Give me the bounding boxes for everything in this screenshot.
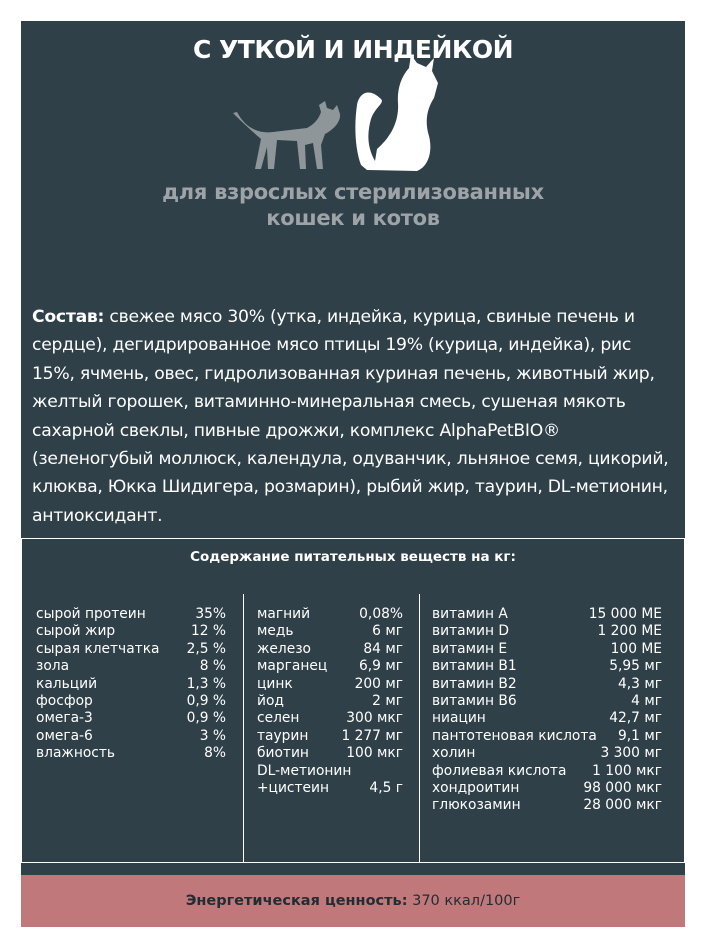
nutrient-name: таурин: [257, 727, 309, 744]
nutrient-row: [36, 693, 226, 710]
nutrient-value: 100 мкг: [346, 745, 403, 762]
nutrient-row: [36, 676, 226, 693]
nutrient-name: глюкозамин: [432, 797, 521, 814]
nutrient-value: 8%: [204, 745, 226, 762]
nutrient-value: 6 мг: [372, 623, 403, 640]
nutrient-row: [257, 763, 403, 780]
nutrient-row: [257, 710, 403, 727]
subtitle-line-2: кошек и котов: [266, 206, 440, 230]
nutrient-value: 28 000 мкг: [583, 797, 662, 814]
nutrient-row: [432, 728, 662, 745]
nutrient-name: витамин В6: [432, 692, 517, 709]
energy-bar: [21, 875, 685, 927]
nutrient-name: селен: [257, 710, 300, 727]
cats-illustration: [21, 21, 685, 181]
product-panel: [21, 21, 685, 927]
nutrient-name: омега-6: [36, 727, 93, 744]
nutrient-row: [36, 658, 226, 675]
nutrient-value: 0,9 %: [186, 692, 226, 709]
nutrient-row: [432, 606, 662, 623]
nutrient-value: 9,1 мг: [618, 727, 662, 744]
nutrients-column-1: [36, 606, 226, 763]
large-cat-icon: [355, 55, 438, 171]
nutrient-row: [36, 606, 226, 623]
nutrient-row: [257, 623, 403, 640]
nutrient-value: 4,3 мг: [618, 675, 662, 692]
nutrient-value: 1 200 МЕ: [597, 623, 662, 640]
nutrient-row: [36, 623, 226, 640]
nutrient-row: [36, 710, 226, 727]
nutrient-value: 100 МЕ: [610, 640, 662, 657]
nutrient-value: 98 000 мкг: [583, 779, 662, 796]
nutrient-name: DL-метионин: [257, 762, 352, 779]
nutrient-value: 4 мг: [631, 692, 662, 709]
nutrient-name: сырая клетчатка: [36, 640, 160, 657]
nutrient-name: кальций: [36, 675, 98, 692]
nutrient-value: 3 %: [199, 727, 226, 744]
nutrient-name: витамин Е: [432, 640, 508, 657]
nutrient-value: 12 %: [190, 623, 226, 640]
nutrient-row: [432, 710, 662, 727]
nutrient-name: влажность: [36, 745, 116, 762]
nutrient-value: 2,5 %: [186, 640, 226, 657]
column-divider: [243, 594, 244, 863]
nutrient-row: [432, 693, 662, 710]
column-divider: [419, 594, 420, 863]
nutrient-name: магний: [257, 606, 311, 622]
nutrient-row: [257, 728, 403, 745]
energy-value: 370 ккал/100г: [407, 893, 521, 909]
nutrient-value: 84 мг: [363, 640, 403, 657]
nutrients-table: [21, 538, 685, 863]
nutrient-row: [257, 641, 403, 658]
nutrient-value: 8 %: [199, 658, 226, 675]
nutrient-name: железо: [257, 640, 312, 657]
nutrient-row: [432, 745, 662, 762]
nutrient-row: [432, 797, 662, 814]
nutrient-row: [257, 745, 403, 762]
nutrient-name: сырой жир: [36, 623, 116, 640]
subtitle-line-1: для взрослых стерилизованных: [162, 180, 544, 204]
nutrient-value: 1 277 мг: [341, 727, 403, 744]
nutrient-name: фолиевая кислота: [432, 762, 567, 779]
nutrient-value: 6,9 мг: [359, 658, 403, 675]
nutrient-value: 2 мг: [372, 692, 403, 709]
page-title: С УТКОЙ И ИНДЕЙКОЙ: [192, 35, 514, 64]
nutrient-name: пантотеновая кислота: [432, 727, 597, 744]
nutrient-name: биотин: [257, 745, 309, 762]
nutrient-value: 4,5 г: [369, 779, 403, 796]
small-cat-icon: [233, 101, 340, 169]
nutrient-name: хондроитин: [432, 779, 520, 796]
nutrient-row: [432, 658, 662, 675]
nutrient-value: 0,08%: [359, 606, 403, 622]
nutrient-row: [432, 623, 662, 640]
nutrient-name: витамин В2: [432, 675, 517, 692]
composition-label: Состав:: [32, 307, 105, 327]
nutrient-row: [257, 780, 403, 797]
nutrient-value: 35%: [195, 606, 226, 622]
nutrient-name: витамин А: [432, 606, 508, 622]
nutrient-value: 15 000 МЕ: [588, 606, 662, 622]
composition-paragraph: [32, 303, 672, 530]
composition-text: свежее мясо 30% (утка, индейка, курица, свиные печень и сердце), дегидрированное мясо птицы 19% (курица, индейка), рис 15%, ячмень, овес, гидролизованная куриная печень, животный жир, желтый горошек, витаминно-минеральная смесь, сушеная мякоть сахарной свеклы, пивные дрожжи, комплекс AlphaPetBIO® (зеленогубый моллюск, календула, одуванчик, льняное семя, цикорий, клюква, Юкка Шидигера, розмарин), рыбий жир, таурин, DL-метионин, антиоксидант.: [32, 307, 669, 526]
nutrient-name: +цистеин: [257, 779, 330, 796]
nutrient-value: 0,9 %: [186, 710, 226, 727]
nutrient-row: [36, 641, 226, 658]
nutrient-name: сырой протеин: [36, 606, 146, 622]
nutrient-name: цинк: [257, 675, 293, 692]
nutrient-row: [432, 780, 662, 797]
nutrient-row: [257, 676, 403, 693]
nutrients-title: Содержание питательных веществ на кг:: [190, 549, 516, 565]
nutrient-row: [257, 693, 403, 710]
nutrient-name: витамин D: [432, 623, 509, 640]
nutrient-value: 42,7 мг: [609, 710, 662, 727]
nutrient-row: [432, 763, 662, 780]
nutrient-value: 1,3 %: [186, 675, 226, 692]
nutrient-name: медь: [257, 623, 294, 640]
nutrient-name: марганец: [257, 658, 328, 675]
nutrient-value: 300 мкг: [346, 710, 403, 727]
nutrient-value: 1 100 мкг: [592, 762, 662, 779]
nutrient-row: [36, 728, 226, 745]
subtitle: [21, 179, 685, 231]
nutrient-value: 5,95 мг: [609, 658, 662, 675]
nutrient-row: [36, 745, 226, 762]
nutrient-name: фосфор: [36, 692, 93, 709]
nutrient-name: ниацин: [432, 710, 486, 727]
nutrients-column-3: [432, 606, 662, 815]
nutrient-row: [257, 658, 403, 675]
nutrient-name: омега-3: [36, 710, 93, 727]
nutrient-row: [432, 641, 662, 658]
energy-label: Энергетическая ценность:: [185, 893, 408, 909]
nutrient-name: витамин В1: [432, 658, 517, 675]
nutrient-name: холин: [432, 745, 476, 762]
nutrient-name: йод: [257, 692, 284, 709]
nutrients-column-2: [257, 606, 403, 797]
nutrient-row: [257, 606, 403, 623]
nutrient-row: [432, 676, 662, 693]
nutrient-value: 200 мг: [354, 675, 403, 692]
nutrient-name: зола: [36, 658, 70, 675]
nutrient-value: 3 300 мг: [600, 745, 662, 762]
